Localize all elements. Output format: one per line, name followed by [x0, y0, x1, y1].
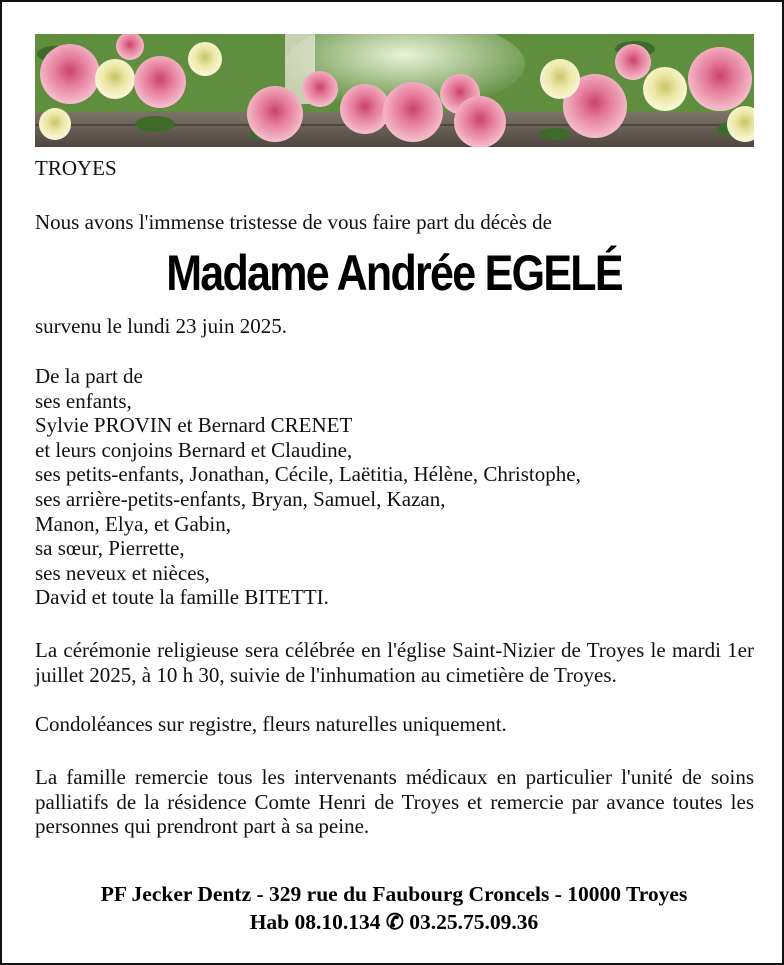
condolences-text: Condoléances sur registre, fleurs naturelles uniquement.	[35, 712, 507, 736]
family-line: David et toute la famille BITETTI.	[35, 585, 329, 610]
funeral-home-address: PF Jecker Dentz - 329 rue du Faubourg Croncels - 10000 Troyes	[100, 882, 688, 906]
death-date-text: survenu le lundi 23 juin 2025.	[35, 314, 287, 338]
death-date-paragraph	[35, 314, 754, 339]
family-line: sa sœur, Pierrette,	[35, 536, 185, 561]
family-line: ses arrière-petits-enfants, Bryan, Samuel, Kazan,	[35, 486, 446, 511]
family-line: ses enfants,	[35, 388, 132, 413]
family-line: et leurs conjoins Bernard et Claudine,	[35, 437, 353, 462]
intro-text: Nous avons l'immense tristesse de vous faire part du décès de	[35, 210, 552, 234]
roses-banner-image	[35, 34, 754, 147]
city-label: TROYES	[35, 156, 117, 180]
family-line: ses neveux et nièces,	[35, 560, 210, 585]
family-line: Sylvie PROVIN et Bernard CRENET	[35, 413, 353, 438]
family-line: ses petits-enfants, Jonathan, Cécile, Laëtitia, Hélène, Christophe,	[35, 462, 581, 487]
roses-illustration	[35, 34, 754, 147]
thanks-text: La famille remercie tous les intervenants médicaux en particulier l'unité de soins palliatifs de la résidence Comte Henri de Troyes et remercie par avance toutes les personnes qui prendront part à sa peine.	[35, 765, 754, 839]
ceremony-text: La cérémonie religieuse sera célébrée en l'église Saint-Nizier de Troyes le mardi 1er juillet 2025, à 10 h 30, suivie de l'inhumation au cimetière de Troyes.	[35, 638, 754, 687]
family-line: De la part de	[35, 364, 143, 388]
family-line: Manon, Elya, et Gabin,	[35, 511, 231, 536]
thanks-paragraph	[35, 765, 754, 839]
ceremony-paragraph	[35, 638, 754, 687]
condolences-paragraph	[35, 712, 754, 737]
intro-paragraph	[35, 210, 754, 235]
family-list	[35, 364, 754, 610]
funeral-home-phone: Hab 08.10.134 ✆ 03.25.75.09.36	[249, 910, 539, 934]
city-heading	[35, 156, 754, 181]
deceased-name: Madame Andrée EGELÉ	[166, 245, 622, 301]
